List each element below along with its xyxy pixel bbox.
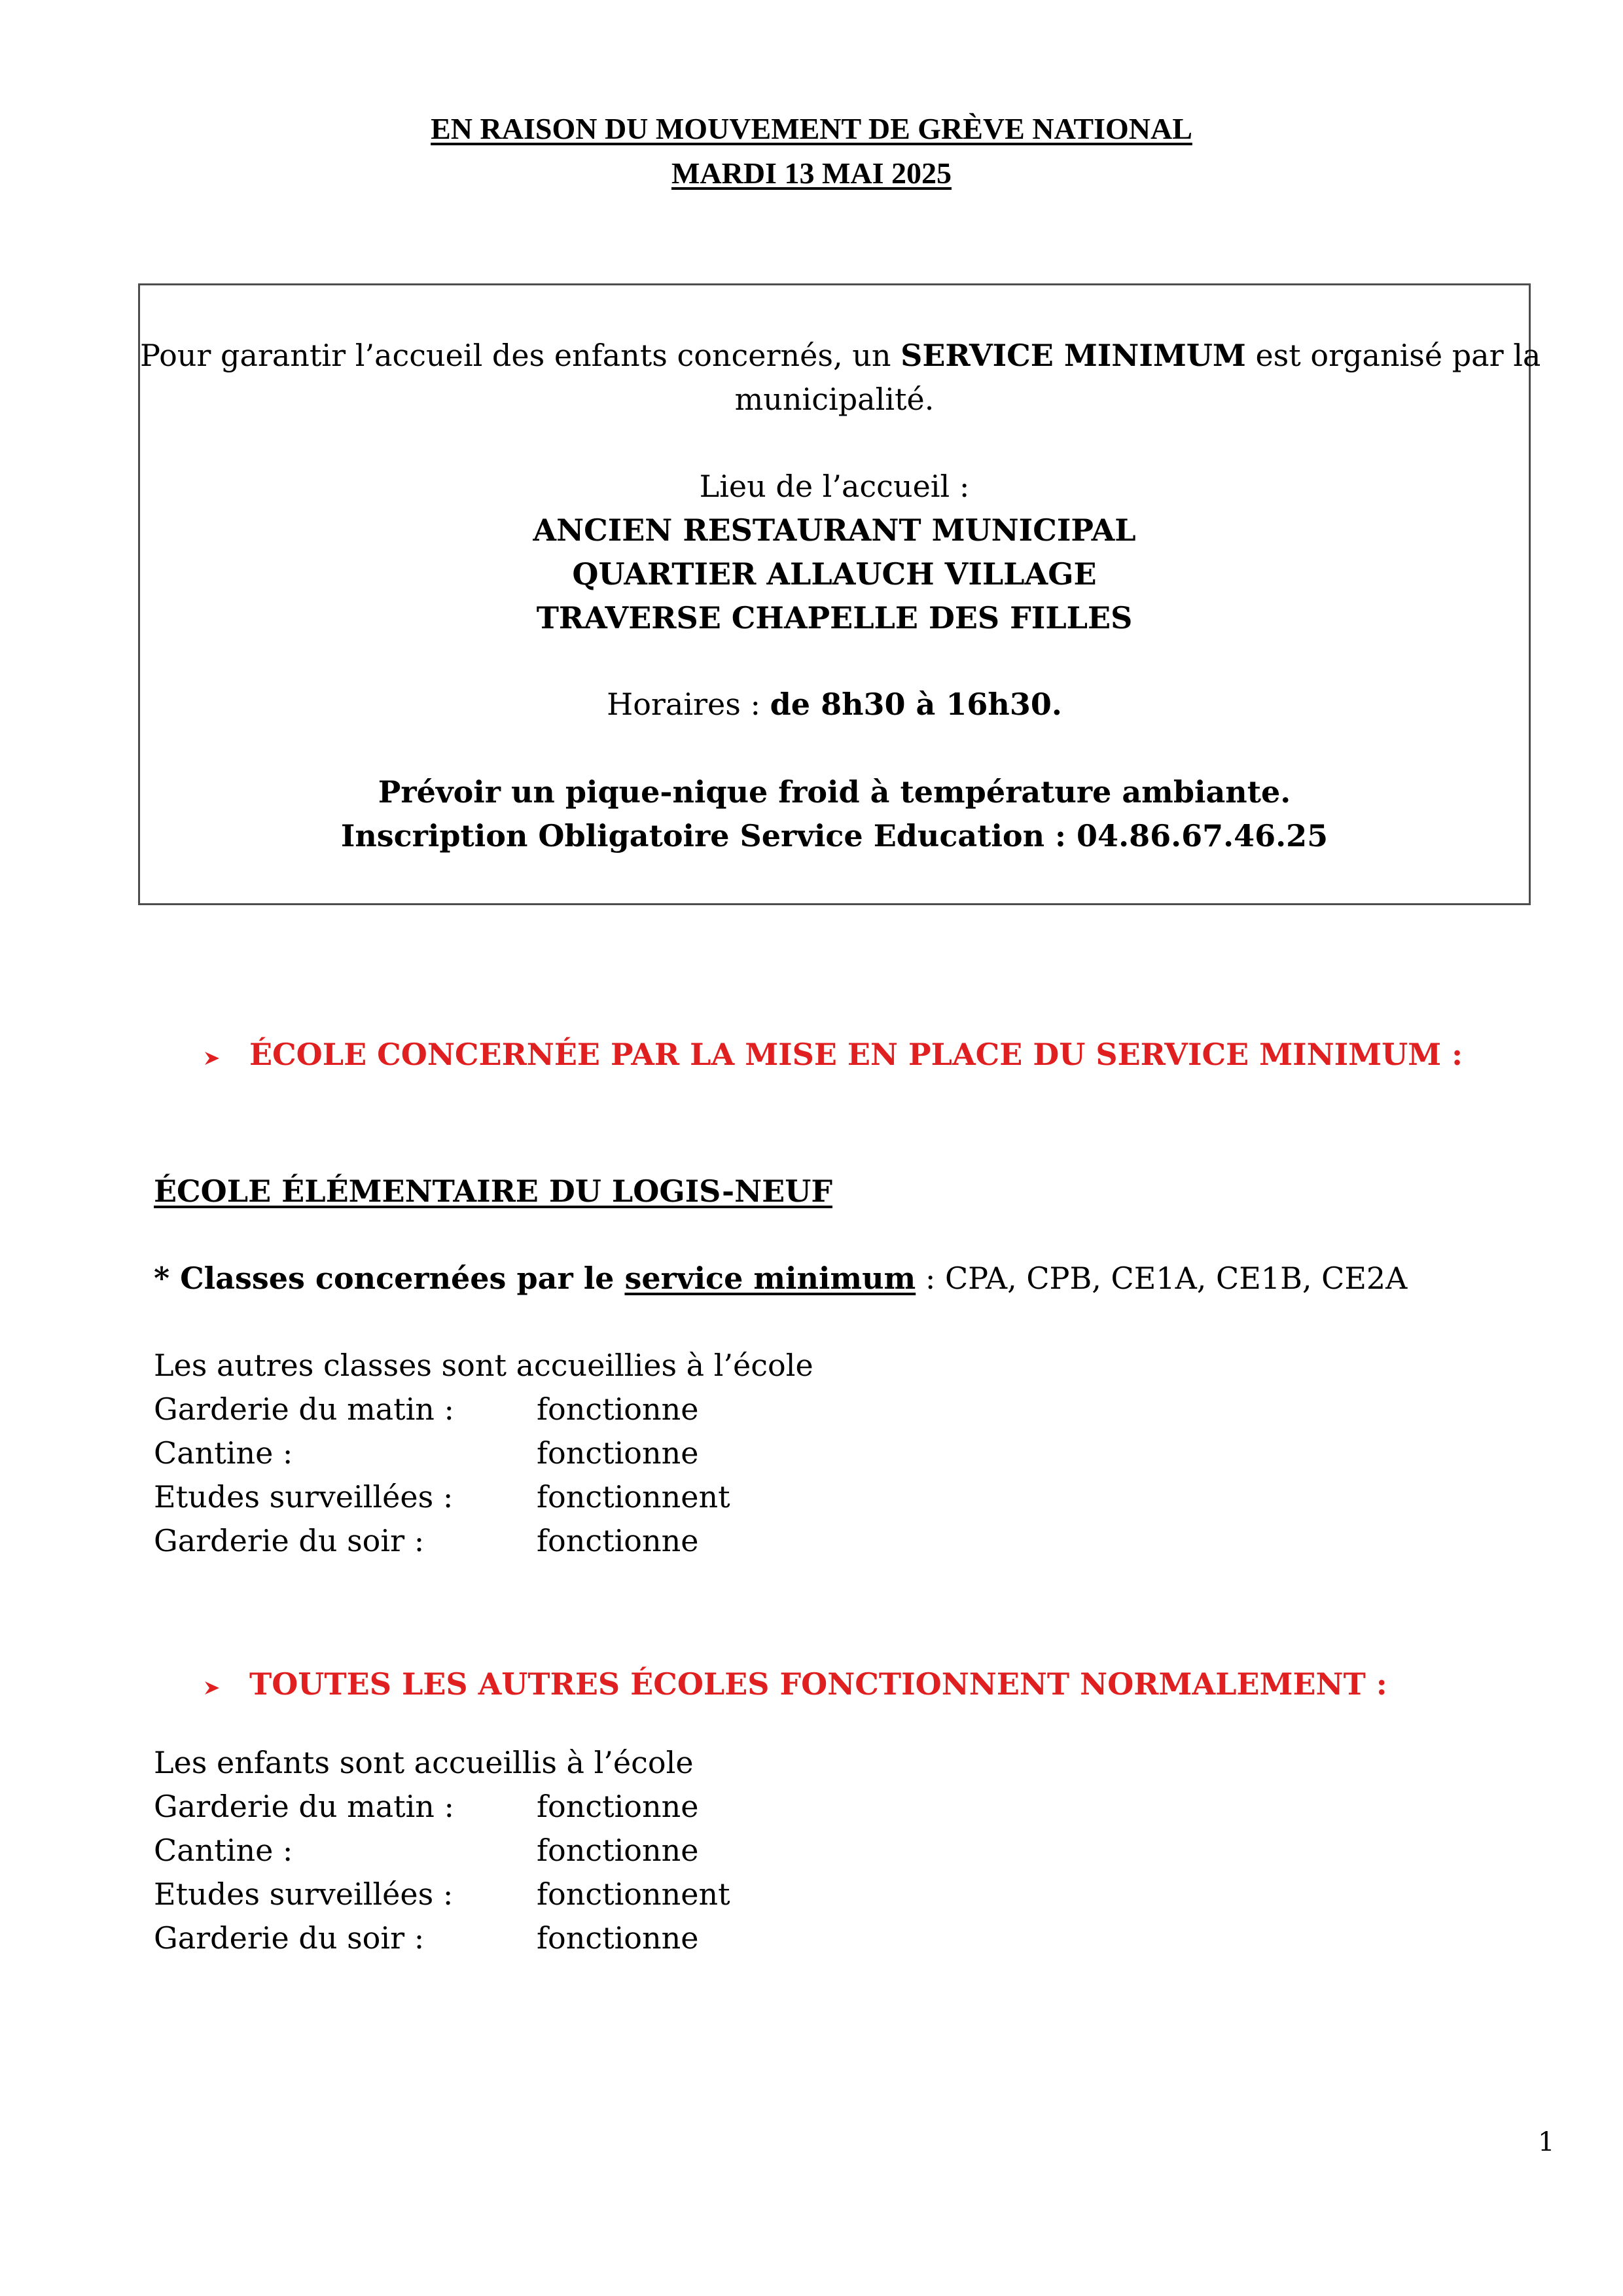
section1-row-value: fonctionne (537, 1523, 699, 1558)
section1-row-label: Cantine : (154, 1435, 293, 1471)
page-number: 1 (1538, 2127, 1555, 2157)
intro-bold: SERVICE MINIMUM (901, 338, 1246, 373)
horaires-line (140, 687, 1529, 722)
section1-heading-text: ÉCOLE CONCERNÉE PAR LA MISE EN PLACE DU SERVICE MINIMUM : (249, 1037, 1463, 1072)
section2-row-value: fonctionne (537, 1789, 699, 1824)
section2-row-label: Cantine : (154, 1833, 293, 1868)
section2-row-value: fonctionne (537, 1833, 699, 1868)
section2-row-value: fonctionnent (537, 1876, 730, 1912)
classes-service-minimum: service minimum (624, 1261, 916, 1296)
horaires-label: Horaires : (607, 687, 770, 722)
section1-row-label: Etudes surveillées : (154, 1479, 454, 1515)
intro-post: est organisé par la (1245, 338, 1541, 373)
lieu-label: Lieu de l’accueil : (699, 469, 970, 504)
section1-row-label: Garderie du matin : (154, 1391, 455, 1427)
school-name: ÉCOLE ÉLÉMENTAIRE DU LOGIS-NEUF (154, 1174, 832, 1209)
classes-pre: * Classes concernées par le (154, 1261, 625, 1296)
section1-row-value: fonctionne (537, 1435, 699, 1471)
lieu-line2: QUARTIER ALLAUCH VILLAGE (572, 556, 1097, 592)
horaires-value: de 8h30 à 16h30. (770, 687, 1062, 722)
section2-heading-text: TOUTES LES AUTRES ÉCOLES FONCTIONNENT NORMALEMENT : (249, 1666, 1387, 1702)
lieu-line1: ANCIEN RESTAURANT MUNICIPAL (533, 512, 1136, 548)
service-info-box (138, 283, 1541, 905)
section2-row-label: Garderie du matin : (154, 1789, 455, 1824)
lieu-line3: TRAVERSE CHAPELLE DES FILLES (536, 600, 1133, 636)
header-title-line2: MARDI 13 MAI 2025 (671, 156, 952, 190)
intro-line (140, 338, 1541, 373)
inscription-note: Inscription Obligatoire Service Education : 04.86.67.46.25 (340, 818, 1329, 853)
intro-pre: Pour garantir l’accueil des enfants concernés, un (140, 338, 901, 373)
section2-row-label: Etudes surveillées : (154, 1876, 454, 1912)
classes-list: : CPA, CPB, CE1A, CE1B, CE2A (916, 1261, 1408, 1296)
header-title-line1: EN RAISON DU MOUVEMENT DE GRÈVE NATIONAL (431, 112, 1192, 145)
section2-row-label: Garderie du soir : (154, 1920, 425, 1956)
picnic-note: Prévoir un pique-nique froid à température ambiante. (378, 774, 1291, 810)
section2-row-value: fonctionne (537, 1920, 699, 1956)
arrow-bullet-icon (204, 1050, 221, 1067)
section1-intro: Les autres classes sont accueillies à l’école (154, 1348, 813, 1383)
section1-row-label: Garderie du soir : (154, 1523, 425, 1558)
section1-row-value: fonctionnent (537, 1479, 730, 1515)
classes-line (154, 1261, 1407, 1296)
intro-line2: municipalité. (734, 382, 935, 417)
section1-row-value: fonctionne (537, 1391, 699, 1427)
section2-intro: Les enfants sont accueillis à l’école (154, 1745, 694, 1780)
arrow-bullet-icon (204, 1679, 221, 1696)
